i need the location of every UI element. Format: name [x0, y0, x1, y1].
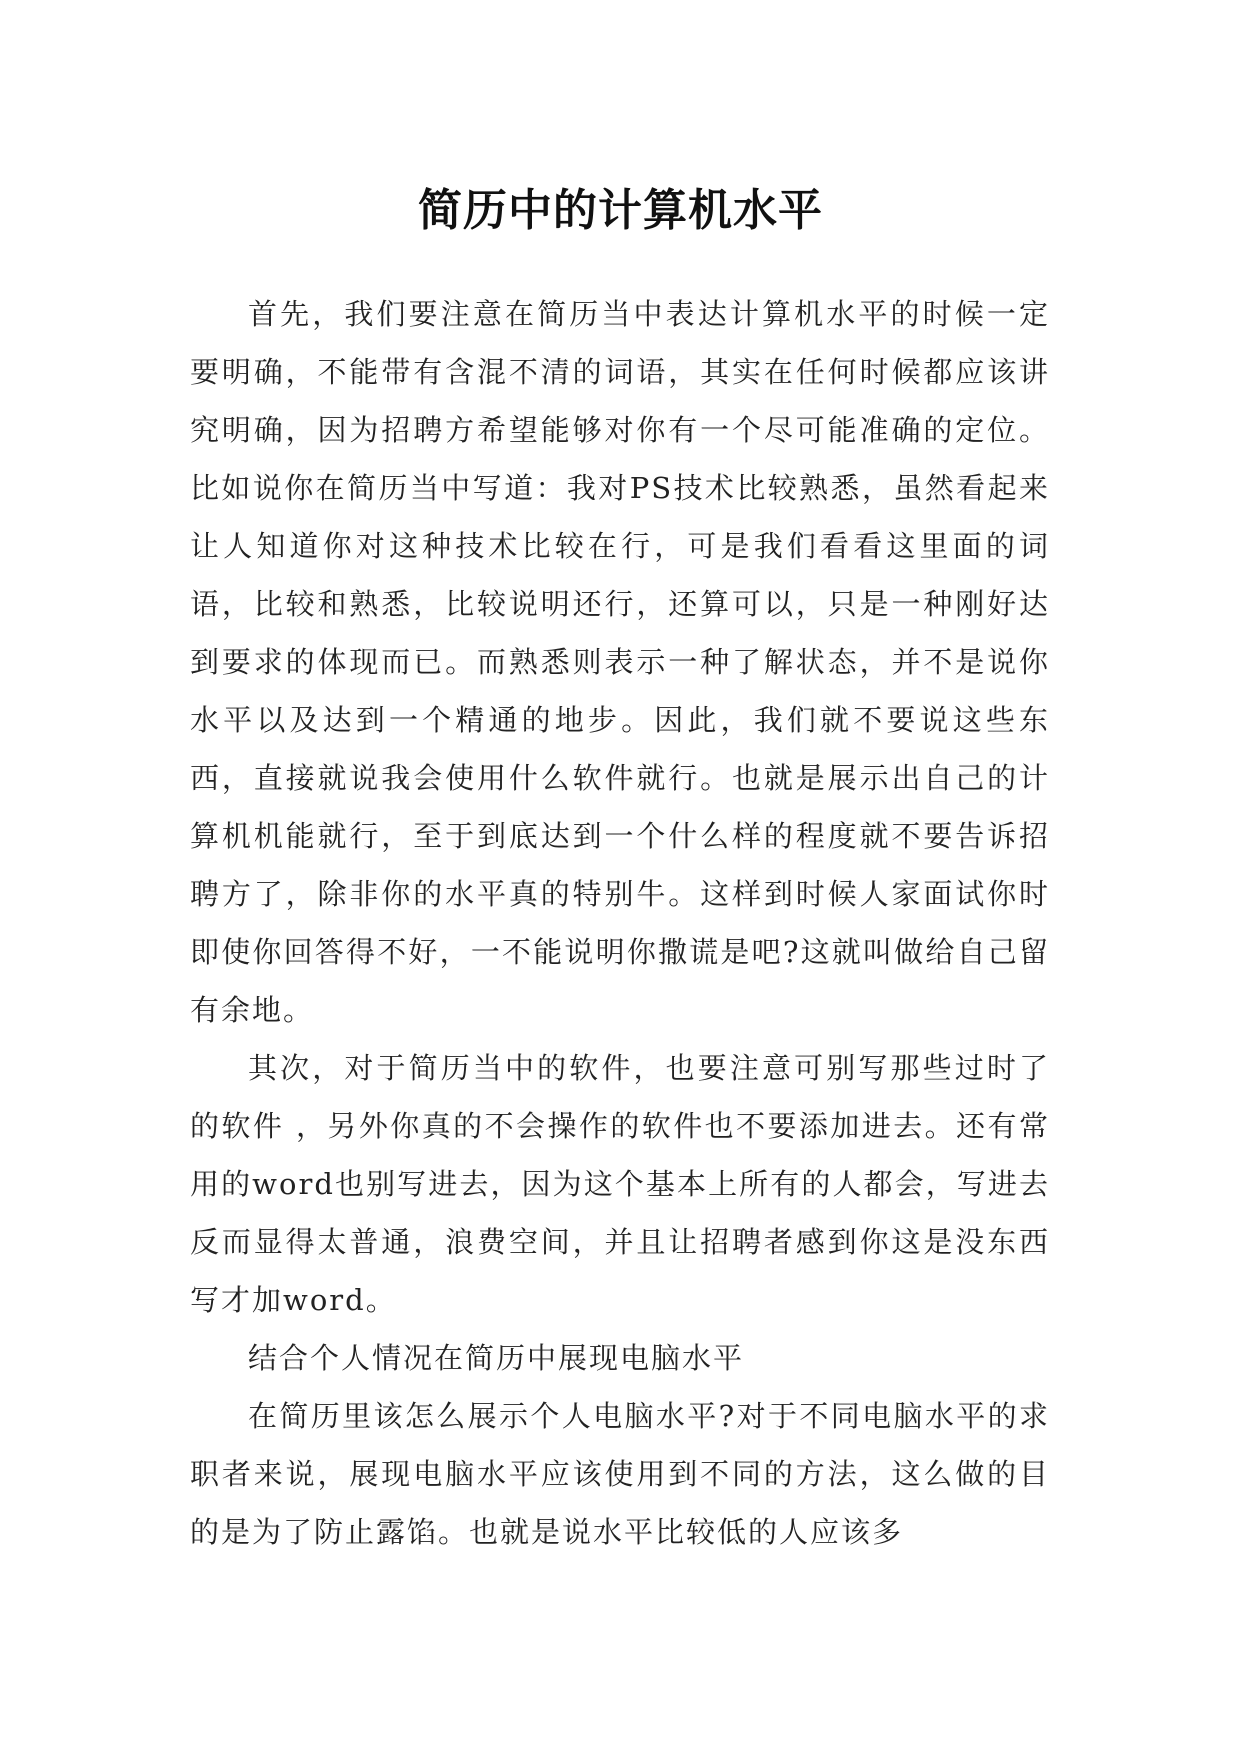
section-heading-personal-situation: 结合个人情况在简历中展现电脑水平 — [248, 1341, 745, 1375]
paragraph-showing-skill-level: 在简历里该怎么展示个人电脑水平?对于不同电脑水平的求职者来说，展现电脑水平应该使用到不同的方法，这么做的目的是为了防止露馅。也就是说水平比较低的人应该多 — [190, 1399, 1050, 1549]
paragraph-software-listing: 其次，对于简历当中的软件，也要注意可别写那些过时了的软件 ，另外你真的不会操作的软件也不要添加进去。还有常用的word也别写进去，因为这个基本上所有的人都会，写进去反而显得太普通，浪费空间，并且让招聘者感到你这是没东西写才加word。 — [190, 1051, 1050, 1317]
paragraph-computer-skill-clarity: 首先，我们要注意在简历当中表达计算机水平的时候一定要明确，不能带有含混不清的词语，其实在任何时候都应该讲究明确，因为招聘方希望能够对你有一个尽可能准确的定位。比如说你在简历当中写道：我对PS技术比较熟悉，虽然看起来让人知道你对这种技术比较在行，可是我们看看这里面的词语，比较和熟悉，比较说明还行，还算可以，只是一种刚好达到要求的体现而已。而熟悉则表示一种了解状态，并不是说你水平以及达到一个精通的地步。因此，我们就不要说这些东西，直接就说我会使用什么软件就行。也就是展示出自己的计算机机能就行，至于到底达到一个什么样的程度就不要告诉招聘方了，除非你的水平真的特别牛。这样到时候人家面试你时即使你回答得不好，一不能说明你撒谎是吧?这就叫做给自己留有余地。 — [190, 297, 1050, 1027]
document-title: 简历中的计算机水平 — [418, 185, 823, 237]
document-body — [190, 285, 1050, 1561]
